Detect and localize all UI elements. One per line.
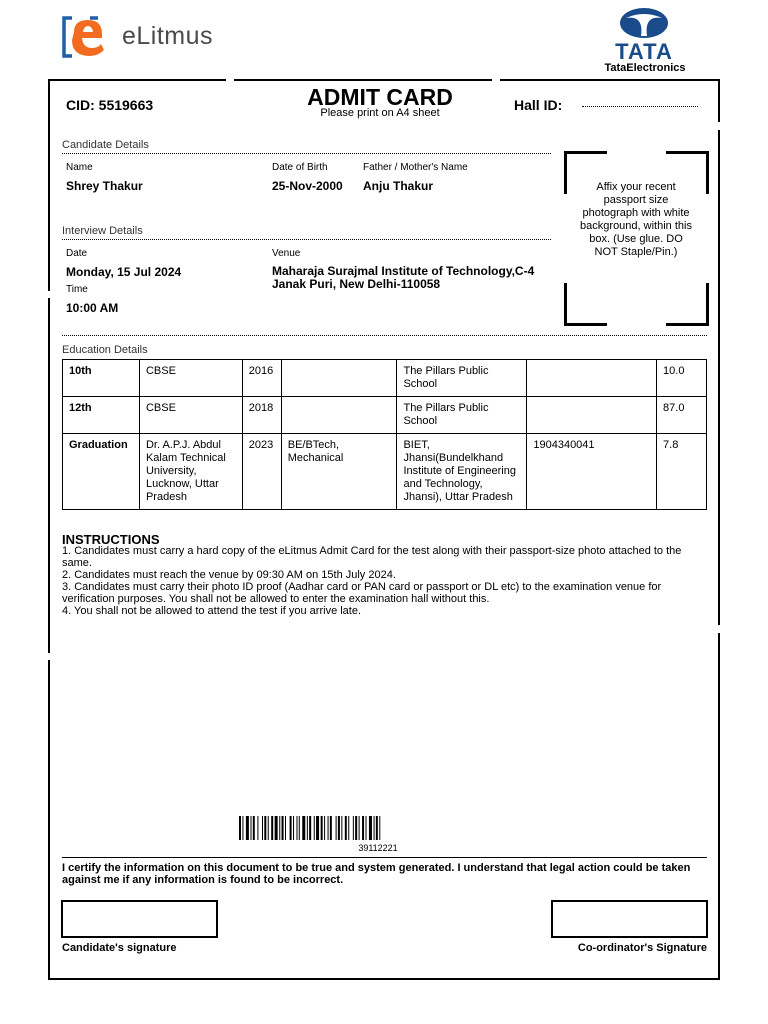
table-cell: 7.8: [657, 434, 707, 510]
section-divider: [62, 153, 551, 154]
instruction-item: 3. Candidates must carry their photo ID proof (Aadhar card or PAN card or passport or DL etc) to the examination venue for verification purposes. You shall not be allowed to enter the examination hall without this.: [62, 581, 662, 605]
print-note: Please print on A4 sheet: [320, 107, 440, 119]
time-label: Time: [66, 284, 88, 295]
table-cell: The Pillars Public School: [397, 397, 527, 434]
table-cell: 2018: [242, 397, 281, 434]
page-title: ADMIT CARD: [307, 84, 453, 110]
table-cell: 1904340041: [527, 434, 657, 510]
table-row: [63, 397, 707, 434]
table-cell: [527, 360, 657, 397]
candidate-name: Shrey Thakur: [66, 179, 143, 193]
table-cell: 10.0: [657, 360, 707, 397]
candidate-signature-label: Candidate's signature: [62, 942, 177, 954]
candidate-signature-box: [61, 900, 218, 938]
table-row: [63, 434, 707, 510]
coordinator-signature-box: [551, 900, 708, 938]
interview-date: Monday, 15 Jul 2024: [66, 265, 182, 279]
education-table: [62, 359, 707, 510]
table-cell: The Pillars Public School: [397, 360, 527, 397]
photo-instructions: Affix your recent passport size photograph with white background, within this box. (Use glue. DO NOT Staple/Pin.): [580, 181, 692, 258]
interview-section-title: Interview Details: [62, 225, 143, 237]
venue-label: Venue: [272, 248, 301, 259]
candidate-id: CID: 5519663: [66, 97, 154, 113]
tata-logo-icon: [618, 6, 670, 40]
candidate-section-title: Candidate Details: [62, 139, 149, 151]
section-divider: [62, 335, 707, 336]
elitmus-logo: [60, 14, 240, 60]
section-divider: [62, 239, 551, 240]
company-name: TataElectronics: [604, 62, 686, 74]
certification-text: I certify the information on this document to be true and system generated. I understand that legal action could be taken against me if any information is found to be incorrect.: [62, 862, 691, 886]
table-cell: 87.0: [657, 397, 707, 434]
instruction-item: 1. Candidates must carry a hard copy of the eLitmus Admit Card for the test along with their passport-size photo attached to the same.: [62, 545, 682, 569]
table-cell: [281, 397, 397, 434]
hall-id-blank: [582, 106, 698, 107]
table-cell: CBSE: [139, 397, 242, 434]
table-cell: 2016: [242, 360, 281, 397]
table-cell: BE/BTech, Mechanical: [281, 434, 397, 510]
elitmus-logo-icon: [60, 14, 110, 60]
barcode: [239, 816, 517, 840]
education-section-title: Education Details: [62, 344, 148, 356]
barcode-number: 39112221: [358, 843, 398, 853]
tata-wordmark: TATA: [615, 39, 673, 64]
table-cell: [281, 360, 397, 397]
certification-divider: [62, 857, 707, 858]
instruction-item: 4. You shall not be allowed to attend the test if you arrive late.: [62, 605, 362, 617]
name-label: Name: [66, 162, 93, 173]
table-cell: 12th: [63, 397, 140, 434]
table-cell: 10th: [63, 360, 140, 397]
hall-id-label: Hall ID:: [514, 97, 563, 113]
coordinator-signature-label: Co-ordinator's Signature: [577, 942, 707, 954]
interview-time: 10:00 AM: [66, 301, 119, 315]
parent-label: Father / Mother's Name: [363, 162, 468, 173]
dob-value: 25-Nov-2000: [272, 179, 343, 193]
table-cell: CBSE: [139, 360, 242, 397]
venue-value: Maharaja Surajmal Institute of Technology,C-4 Janak Puri, New Delhi-110058: [272, 264, 535, 291]
table-cell: Graduation: [63, 434, 140, 510]
parent-name: Anju Thakur: [363, 179, 434, 193]
table-row: [63, 360, 707, 397]
table-cell: BIET, Jhansi(Bundelkhand Institute of Engineering and Technology, Jhansi), Uttar Pradesh: [397, 434, 527, 510]
table-cell: 2023: [242, 434, 281, 510]
instructions-title: INSTRUCTIONS: [62, 532, 160, 547]
date-label: Date: [66, 248, 88, 259]
dob-label: Date of Birth: [272, 162, 328, 173]
instruction-item: 2. Candidates must reach the venue by 09:30 AM on 15th July 2024.: [62, 569, 396, 581]
table-cell: Dr. A.P.J. Abdul Kalam Technical University, Lucknow, Uttar Pradesh: [139, 434, 242, 510]
table-cell: [527, 397, 657, 434]
elitmus-wordmark: eLitmus: [122, 22, 214, 50]
